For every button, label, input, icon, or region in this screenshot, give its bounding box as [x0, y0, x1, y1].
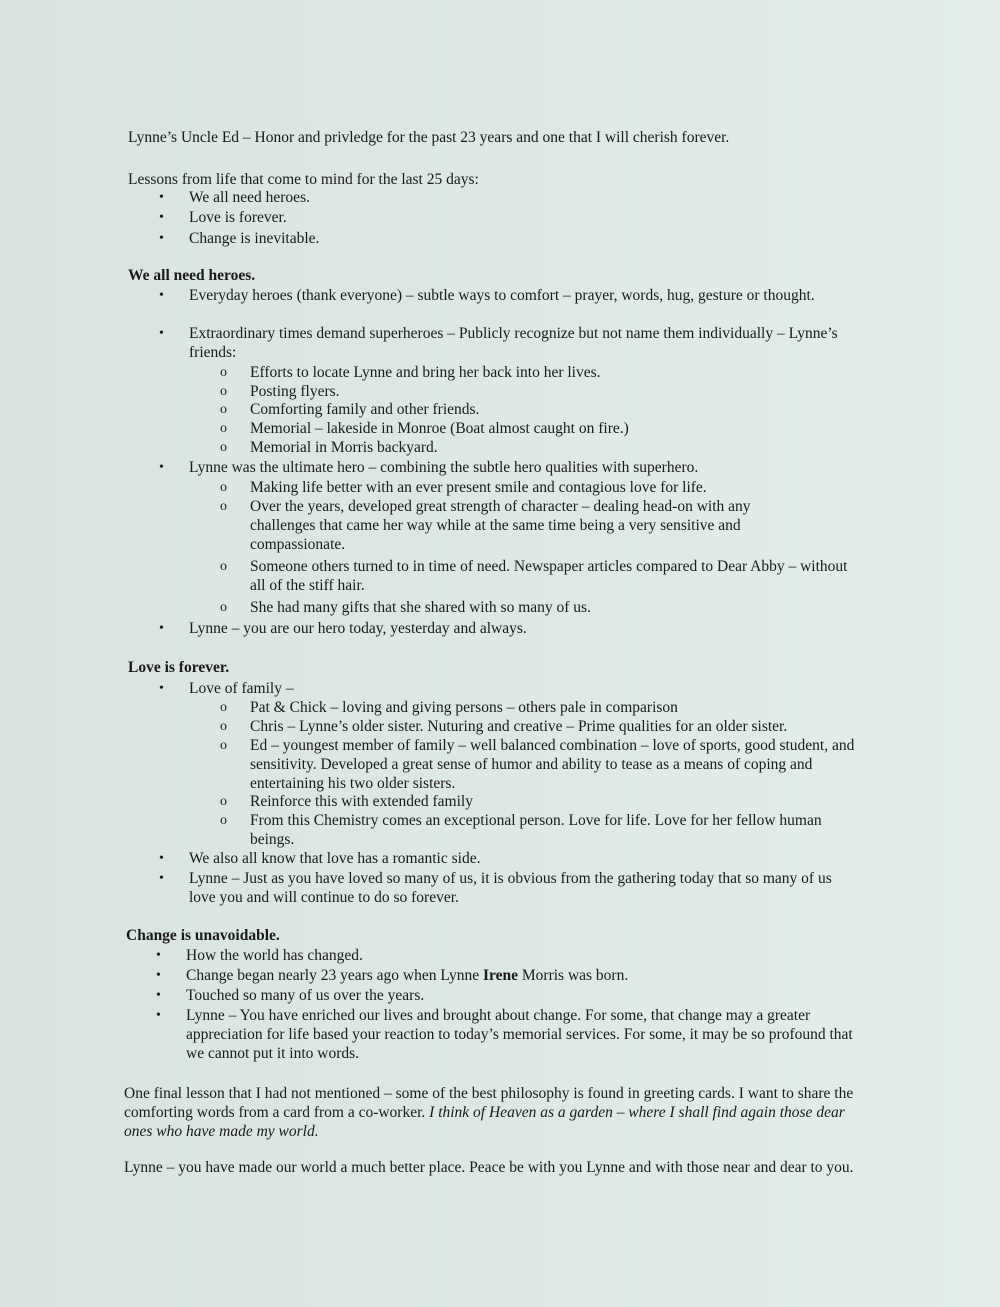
sub-item: o Memorial – lakeside in Monroe (Boat almost caught on fire.) [220, 420, 629, 437]
sub-item: o Someone others turned to in time of need. Newspaper articles compared to Dear Abby – without all of the stiff hair. [220, 558, 848, 594]
lessons-intro: Lessons from life that come to mind for the last 25 days: [128, 171, 479, 188]
lesson-item: • We all need heroes. [159, 189, 310, 206]
list-item: • How the world has changed. [156, 947, 363, 964]
lesson-item: • Love is forever. [159, 209, 287, 226]
sub-item: o Reinforce this with extended family [220, 793, 473, 810]
list-item: • Lynne – you are our hero today, yesterday and always. [159, 620, 527, 637]
sub-item: o Posting flyers. [220, 383, 340, 400]
sub-item: o Efforts to locate Lynne and bring her back into her lives. [220, 364, 601, 381]
list-item: • Change began nearly 23 years ago when Lynne Irene Morris was born. [156, 967, 629, 984]
sub-item: o Pat & Chick – loving and giving persons – others pale in comparison [220, 699, 678, 716]
list-item: • Love of family – [159, 680, 294, 697]
list-item: • Lynne – You have enriched our lives and brought about change. For some, that change may a greater appreciation for life based your reaction to today’s memorial services. For some, it may be so profound that we cannot put it into words. [156, 1007, 853, 1062]
sub-item: o Comforting family and other friends. [220, 401, 480, 418]
section-heading-heroes: We all need heroes. [128, 267, 256, 284]
list-item: • Lynne – Just as you have loved so many of us, it is obvious from the gathering today that so many of us love you and will continue to do so forever. [159, 870, 832, 906]
sub-item: o Making life better with an ever present smile and contagious love for life. [220, 479, 707, 496]
sub-item: o Over the years, developed great strength of character – dealing head-on with any challenges that came her way while at the same time being a very sensitive and compassionate. [220, 498, 751, 553]
list-item: • Everyday heroes (thank everyone) – subtle ways to comfort – prayer, words, hug, gesture or thought. [159, 287, 815, 304]
list-item: • We also all know that love has a romantic side. [159, 850, 481, 867]
closing-paragraph: Lynne – you have made our world a much better place. Peace be with you Lynne and with those near and dear to you. [124, 1159, 854, 1176]
list-item: • Lynne was the ultimate hero – combining the subtle hero qualities with superhero. [159, 459, 699, 476]
sub-item: o From this Chemistry comes an exceptional person. Love for life. Love for her fellow human beings. [220, 812, 822, 848]
lesson-item: • Change is inevitable. [159, 230, 320, 247]
sub-item: o Memorial in Morris backyard. [220, 439, 438, 456]
list-item: • Extraordinary times demand superheroes – Publicly recognize but not name them individually – Lynne’s friends: [159, 325, 838, 361]
final-lesson-paragraph: One final lesson that I had not mentioned – some of the best philosophy is found in greeting cards. I want to share the comforting words from a card from a co-worker. I think of Heaven as a garden – where I shall find again those dear ones who have made my world. [124, 1085, 854, 1140]
list-item: • Touched so many of us over the years. [156, 987, 425, 1004]
sub-item: o Ed – youngest member of family – well balanced combination – love of sports, good student, and sensitivity. Developed a great sense of humor and ability to tease as a means of coping and entertaining his two older sisters. [220, 737, 855, 792]
section-heading-love: Love is forever. [128, 659, 230, 676]
intro-line: Lynne’s Uncle Ed – Honor and privledge for the past 23 years and one that I will cherish forever. [128, 129, 730, 146]
sub-item: o She had many gifts that she shared with so many of us. [220, 599, 591, 616]
sub-item: o Chris – Lynne’s older sister. Nuturing and creative – Prime qualities for an older sister. [220, 718, 788, 735]
section-heading-change: Change is unavoidable. [126, 927, 280, 944]
